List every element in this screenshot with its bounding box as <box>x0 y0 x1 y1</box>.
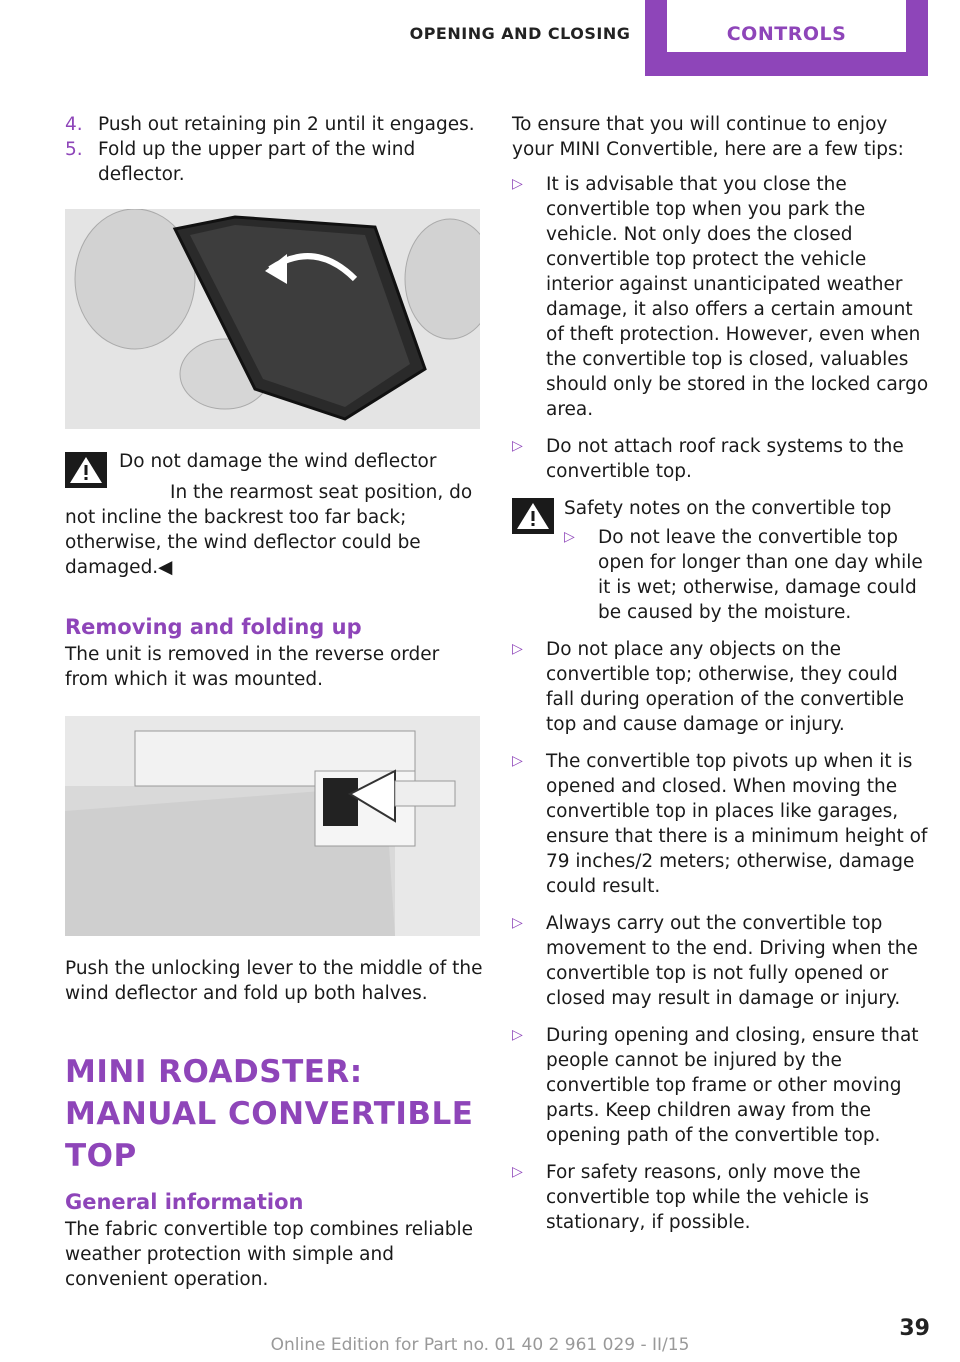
wind-deflector-photo <box>65 209 480 429</box>
triangle-bullet-icon: ▷ <box>512 753 523 769</box>
list-item-text: Always carry out the convertible top movement to the end. Driving when the convertible top is not fully opened or closed may result in damage or injury. <box>546 913 918 1009</box>
step-number: 4. <box>65 114 83 135</box>
step-4 <box>65 112 483 137</box>
list-item-text: The convertible top pivots up when it is opened and closed. When moving the convertible top in places like garages, ensure that there is a minimum height of 79 inches/2 meters; otherwise, damage could result. <box>546 751 928 897</box>
right-column <box>512 112 930 1247</box>
warning-title: Do not damage the wind deflector <box>119 451 437 472</box>
safety-note <box>512 496 930 625</box>
list-item <box>512 1160 930 1235</box>
list-item-text: During opening and closing, ensure that people cannot be injured by the convertible top frame or other moving parts. Keep children away from the opening path of the convertible top. <box>546 1025 919 1146</box>
list-item <box>512 911 930 1011</box>
unlocking-lever-photo <box>65 716 480 936</box>
step-5 <box>65 137 483 187</box>
step-number: 5. <box>65 139 83 160</box>
list-item-text: For safety reasons, only move the convertible top while the vehicle is stationary, if possible. <box>546 1162 870 1233</box>
triangle-bullet-icon: ▷ <box>564 529 575 545</box>
header-section-title: OPENING AND CLOSING <box>409 24 631 43</box>
list-item <box>512 637 930 737</box>
list-item-text: Do not attach roof rack systems to the convertible top. <box>546 436 904 482</box>
list-item-text: Do not leave the convertible top open for longer than one day while it is wet; otherwise, damage could be caused by the moisture. <box>598 527 923 623</box>
removing-heading: Removing and folding up <box>65 615 362 639</box>
triangle-bullet-icon: ▷ <box>512 1027 523 1043</box>
list-item <box>512 749 930 899</box>
list-item <box>564 525 930 625</box>
general-info-heading: General information <box>65 1190 304 1214</box>
removing-text: The unit is removed in the reverse order from which it was mounted. <box>65 644 440 690</box>
triangle-bullet-icon: ▷ <box>512 915 523 931</box>
list-item <box>512 172 930 422</box>
list-item-text: It is advisable that you close the convertible top when you park the vehicle. Not only does the closed convertible top protect the vehicle interior against unanticipated weather damage, it also offers a certain amount of theft protection. However, even when the convertible top is closed, valuables should only be stored in the locked cargo area. <box>546 174 929 420</box>
push-lever-text: Push the unlocking lever to the middle of the wind deflector and fold up both halves. <box>65 958 483 1004</box>
roadster-heading: MINI ROADSTER: MANUAL CONVERTIBLE TOP <box>65 1054 474 1174</box>
safety-title: Safety notes on the convertible top <box>564 498 892 519</box>
header-chapter-tab[interactable] <box>645 0 928 76</box>
warning-icon <box>512 498 554 534</box>
triangle-bullet-icon: ▷ <box>512 1164 523 1180</box>
triangle-bullet-icon: ▷ <box>512 641 523 657</box>
left-column <box>65 112 483 1292</box>
list-item <box>512 1023 930 1148</box>
general-info-text: The fabric convertible top combines reliable weather protection with simple and convenient operation. <box>65 1219 474 1290</box>
tips-intro: To ensure that you will continue to enjoy your MINI Convertible, here are a few tips: <box>512 114 904 160</box>
list-item-text: Do not place any objects on the convertible top; otherwise, they could fall during operation of the convertible top and cause damage or injury. <box>546 639 905 735</box>
triangle-bullet-icon: ▷ <box>512 176 523 192</box>
header-chapter-label: CONTROLS <box>667 0 906 52</box>
list-item <box>512 434 930 484</box>
step-text: Push out retaining pin 2 until it engages. <box>98 114 475 135</box>
warning-note <box>65 449 483 580</box>
warning-text: In the rearmost seat position, do not incline the backrest too far back; otherwise, the wind deflector could be damaged.◀ <box>65 482 473 578</box>
triangle-bullet-icon: ▷ <box>512 438 523 454</box>
warning-icon <box>65 452 107 488</box>
page-number: 39 <box>899 1316 930 1341</box>
step-text: Fold up the upper part of the wind deflector. <box>98 139 416 185</box>
footer-edition-text: Online Edition for Part no. 01 40 2 961 029 - II/15 <box>270 1335 690 1355</box>
